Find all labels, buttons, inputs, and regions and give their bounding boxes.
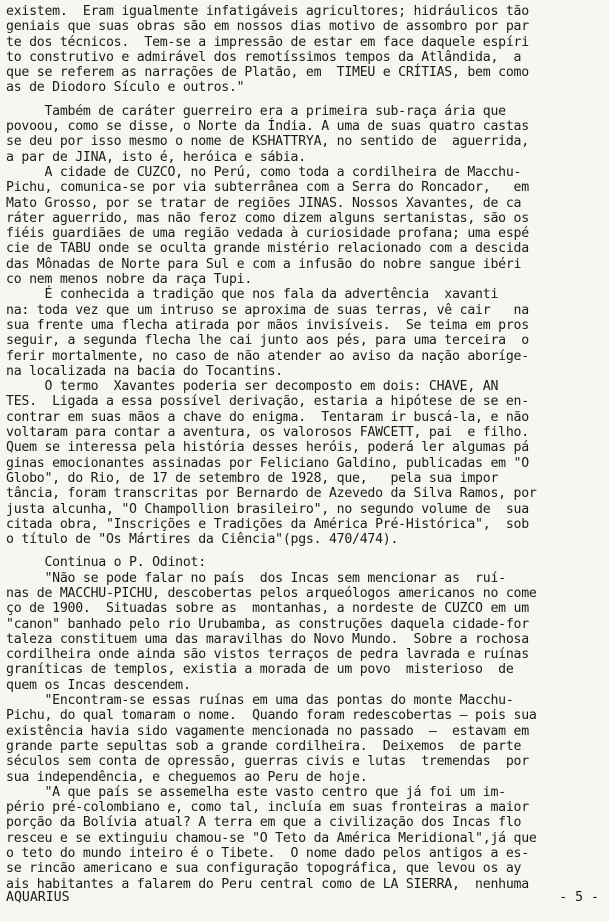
text-line: Pichu, do qual tomaram o nome. Quando foram redescobertas — pois sua [6, 708, 537, 724]
paragraph-gap [6, 547, 599, 555]
text-block [6, 555, 599, 892]
text-line: fiéis guardiães de uma região vedada à curiosidade profana; uma espé [6, 226, 529, 242]
text-line: Globo", do Rio, de 17 de setembro de 1928, que, pela sua impor [6, 470, 499, 486]
text-line: cordilheira onde ainda são vistos terraços de pedra lavrada e ruínas [6, 647, 529, 663]
text-line: "Encontram-se essas ruínas em uma das pontas do monte Macchu- [6, 693, 514, 709]
text-line: Quem se interessa pela história desses heróis, poderá ler algumas pá [6, 440, 529, 456]
text-line: ais habitantes a falarem do Peru central como de LA SIERRA, nenhuma [6, 876, 529, 892]
text-line: se rincão americano e sua configuração topográfica, que levou os ay [6, 861, 522, 877]
text-line: ginas emocionantes assinadas por Feliciano Galdino, publicadas em "O [6, 455, 529, 471]
text-line: quem os Incas descendem. [6, 677, 191, 693]
text-block [6, 4, 599, 96]
text-line: graníticas de templos, existia a morada de um povo misterioso de [6, 662, 514, 678]
text-line: TES. Ligada a essa possível derivação, estaria a hipótese de se en- [6, 394, 529, 410]
text-line: O termo Xavantes poderia ser decomposto em dois: CHAVE, AN [6, 379, 499, 395]
text-line: ço de 1900. Situadas sobre as montanhas, a nordeste de CUZCO em um [6, 601, 529, 617]
text-line: pério pré-colombiano e, como tal, incluía em suas fronteiras a maior [6, 800, 529, 816]
text-line: cie de TABU onde se oculta grande mistério relacionado com a descida [6, 241, 529, 257]
text-line: ferir mortalmente, no caso de não atender ao aviso da nação aboríge- [6, 348, 529, 364]
text-line: A cidade de CUZCO, no Perú, como toda a cordilheira de Macchu- [6, 164, 522, 180]
footer-title: AQUARIUS [6, 890, 70, 905]
body-text [6, 4, 599, 892]
text-line: que se referem as narrações de Platão, em TIMEU e CRÍTIAS, bem como [6, 65, 529, 81]
page-footer [6, 890, 599, 905]
text-line: Também de caráter guerreiro era a primeira sub-raça ária que [6, 103, 506, 119]
text-line: geniais que suas obras são em nossos dias motivo de assombro por par [6, 19, 529, 35]
text-line: a par de JINA, isto é, heróica e sábia. [6, 149, 306, 165]
text-line: séculos sem conta de opressão, guerras civis e lutas tremendas por [6, 754, 529, 770]
text-line: existem. Eram igualmente infatigáveis agricultores; hidráulicos tão [6, 4, 529, 19]
text-line: "canon" banhado pelo rio Urubamba, as construções daquela cidade-for [6, 616, 529, 632]
text-line: to construtivo e admirável dos remotíssimos tempos da Atlândida, a [6, 49, 522, 65]
text-line: "A que país se assemelha este vasto centro que já foi um im- [6, 784, 506, 800]
text-line: das Mônadas de Norte para Sul e com a infusão do nobre sangue ibéri [6, 256, 522, 272]
text-line: Continua o P. Odinot: [6, 555, 206, 571]
text-line: nas de MACCHU-PICHU, descobertas pelos arqueólogos americanos no come [6, 585, 537, 601]
text-line: povoou, como se disse, o Norte da Índia. A uma de suas quatro castas [6, 119, 529, 135]
text-line: porção da Bolívia atual? A terra em que a civilização dos Incas flo [6, 815, 522, 831]
text-line: resceu e se extinguiu chamou-se "O Teto da América Meridional",já que [6, 830, 537, 846]
text-line: justa alcunha, "O Champollion brasileiro", no segundo volume de sua [6, 501, 529, 517]
text-line: seguir, a segunda flecha lhe cai junto aos pés, para uma terceira o [6, 333, 529, 349]
text-line: voltaram para contar a aventura, os valorosos FAWCETT, pai e filho. [6, 425, 529, 441]
text-line: taleza constituem uma das maravilhas do Novo Mundo. Sobre a rochosa [6, 631, 529, 647]
text-line: É conhecida a tradição que nos fala da advertência xavanti [6, 287, 499, 303]
text-line: ráter aguerrido, mas não feroz como dizem alguns sertanistas, são os [6, 210, 529, 226]
text-line: citada obra, "Inscrições e Tradições da América Pré-Histórica", sob [6, 516, 529, 532]
page-number: - 5 - [559, 890, 599, 905]
text-block [6, 104, 599, 548]
text-line: tância, foram transcritas por Bernardo de Azevedo da Silva Ramos, por [6, 486, 537, 502]
paragraph-gap [6, 96, 599, 104]
text-line: contrar em suas mãos a chave do enigma. Tentaram ir buscá-la, e não [6, 409, 529, 425]
text-line: te dos técnicos. Tem-se a impressão de estar em face daquele espíri [6, 34, 529, 50]
text-line: na localizada na bacia do Tocantins. [6, 363, 283, 379]
text-line: o título de "Os Mártires da Ciência"(pgs. 470/474). [6, 532, 399, 548]
text-line: se deu por isso mesmo o nome de KSHATTRYA, no sentido de aguerrida, [6, 134, 529, 150]
text-line: existência havia sido vagamente mencionada no passado — estavam em [6, 723, 529, 739]
text-line: na: toda vez que um intruso se aproxima de suas terras, vê cair na [6, 302, 529, 318]
text-line: sua frente uma flecha atirada por mãos invisíveis. Se teima em pros [6, 317, 529, 333]
text-line: sua independência, e cheguemos ao Peru de hoje. [6, 769, 368, 785]
text-line: Mato Grosso, por se tratar de regiões JINAS. Nossos Xavantes, de ca [6, 195, 522, 211]
text-line: "Não se pode falar no país dos Incas sem mencionar as ruí- [6, 570, 506, 586]
text-line: Pichu, comunica-se por via subterrânea com a Serra do Roncador, em [6, 180, 529, 196]
text-line: grande parte sepultas sob a grande cordilheira. Deixemos de parte [6, 738, 522, 754]
text-line: co nem menos nobre da raça Tupi. [6, 272, 253, 288]
text-line: as de Diodoro Sículo e outros." [6, 80, 245, 96]
text-line: o teto do mundo inteiro é o Tibete. O nome dado pelos antigos a es- [6, 846, 529, 862]
